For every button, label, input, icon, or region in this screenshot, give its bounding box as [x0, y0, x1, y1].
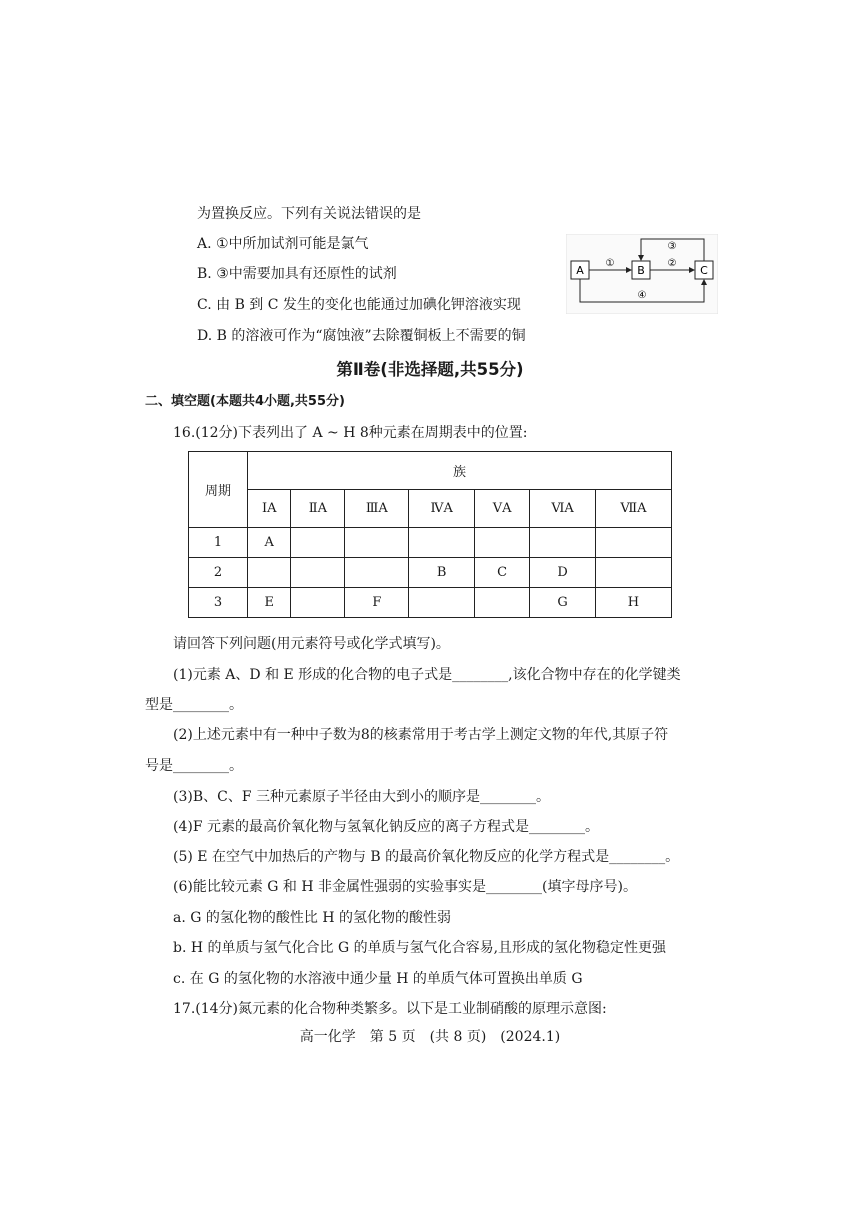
table-cell — [409, 588, 474, 618]
group-cell: ⅥA — [530, 490, 596, 528]
option-b: B. ③中需要加具有还原性的试剂 — [197, 266, 397, 282]
arrow-4-label: ④ — [637, 290, 647, 301]
table-cell: G — [530, 588, 596, 618]
group-cell: ⅤA — [474, 490, 529, 528]
table-cell — [291, 588, 345, 618]
period-cell: 2 — [189, 558, 248, 588]
q16-choice-a: a. G 的氢化物的酸性比 H 的氢化物的酸性弱 — [173, 910, 451, 926]
q16-part5: (5) E 在空气中加热后的产物与 B 的最高价氧化物反应的化学方程式是________。 — [173, 849, 680, 865]
q16-part1-line1: (1)元素 A、D 和 E 形成的化合物的电子式是________,该化合物中存在的化学键类 — [173, 667, 681, 683]
table-row — [189, 588, 672, 618]
node-b-label: B — [637, 264, 645, 277]
q16-part4: (4)F 元素的最高价氧化物与氢氧化钠反应的离子方程式是________。 — [173, 819, 599, 835]
table-cell: A — [248, 528, 291, 558]
q16-part2-line2: 号是________。 — [145, 758, 243, 774]
section-title: 第Ⅱ卷(非选择题,共55分) — [336, 360, 524, 379]
table-cell — [474, 588, 529, 618]
q16-choice-b: b. H 的单质与氢气化合比 G 的单质与氢气化合容易,且形成的氢化物稳定性更强 — [173, 940, 667, 956]
page-footer: 高一化学 第 5 页 (共 8 页) (2024.1) — [299, 1029, 561, 1045]
conversion-diagram — [566, 234, 718, 314]
table-cell — [595, 528, 671, 558]
group-header: 族 — [248, 452, 672, 490]
period-cell: 3 — [189, 588, 248, 618]
option-c: C. 由 B 到 C 发生的变化也能通过加碘化钾溶液实现 — [197, 297, 521, 313]
group-cell: ⅣA — [409, 490, 474, 528]
periodic-table — [188, 451, 672, 618]
q17-stem: 17.(14分)氮元素的化合物种类繁多。以下是工业制硝酸的原理示意图: — [173, 1001, 607, 1017]
q16-part6: (6)能比较元素 G 和 H 非金属性强弱的实验事实是________(填字母序号)。 — [173, 879, 637, 895]
table-cell — [530, 528, 596, 558]
table-cell: B — [409, 558, 474, 588]
table-cell — [474, 528, 529, 558]
table-cell — [409, 528, 474, 558]
question-stem-end: 为置换反应。下列有关说法错误的是 — [197, 206, 421, 222]
table-row — [189, 528, 672, 558]
table-cell — [595, 558, 671, 588]
table-row — [189, 558, 672, 588]
group-cell: ⅢA — [345, 490, 409, 528]
node-a-label: A — [576, 264, 584, 277]
table-cell: C — [474, 558, 529, 588]
period-header: 周期 — [189, 452, 248, 528]
table-cell — [345, 528, 409, 558]
table-cell — [345, 558, 409, 588]
arrow-1-label: ① — [605, 258, 615, 269]
arrow-2-label: ② — [667, 258, 677, 269]
table-cell — [291, 528, 345, 558]
table-cell — [248, 558, 291, 588]
q16-stem: 16.(12分)下表列出了 A ~ H 8种元素在周期表中的位置: — [173, 425, 528, 441]
arrow-3-label: ③ — [667, 241, 677, 252]
q16-part2-line1: (2)上述元素中有一种中子数为8的核素常用于考古学上测定文物的年代,其原子符 — [173, 727, 669, 743]
q16-part1-line2: 型是________。 — [145, 697, 243, 713]
table-cell: E — [248, 588, 291, 618]
part-title: 二、填空题(本题共4小题,共55分) — [145, 394, 345, 409]
node-c-label: C — [700, 264, 708, 277]
option-a: A. ①中所加试剂可能是氯气 — [197, 236, 369, 252]
q16-instruction: 请回答下列问题(用元素符号或化学式填写)。 — [173, 636, 450, 652]
table-cell — [291, 558, 345, 588]
q16-choice-c: c. 在 G 的氢化物的水溶液中通少量 H 的单质气体可置换出单质 G — [173, 971, 583, 987]
option-d: D. B 的溶液可作为“腐蚀液”去除覆铜板上不需要的铜 — [197, 328, 526, 344]
table-cell: F — [345, 588, 409, 618]
table-cell: D — [530, 558, 596, 588]
table-cell: H — [595, 588, 671, 618]
group-cell: ⅡA — [291, 490, 345, 528]
group-cell: ⅦA — [595, 490, 671, 528]
group-cell: ⅠA — [248, 490, 291, 528]
q16-part3: (3)B、C、F 三种元素原子半径由大到小的顺序是________。 — [173, 789, 550, 805]
period-cell: 1 — [189, 528, 248, 558]
